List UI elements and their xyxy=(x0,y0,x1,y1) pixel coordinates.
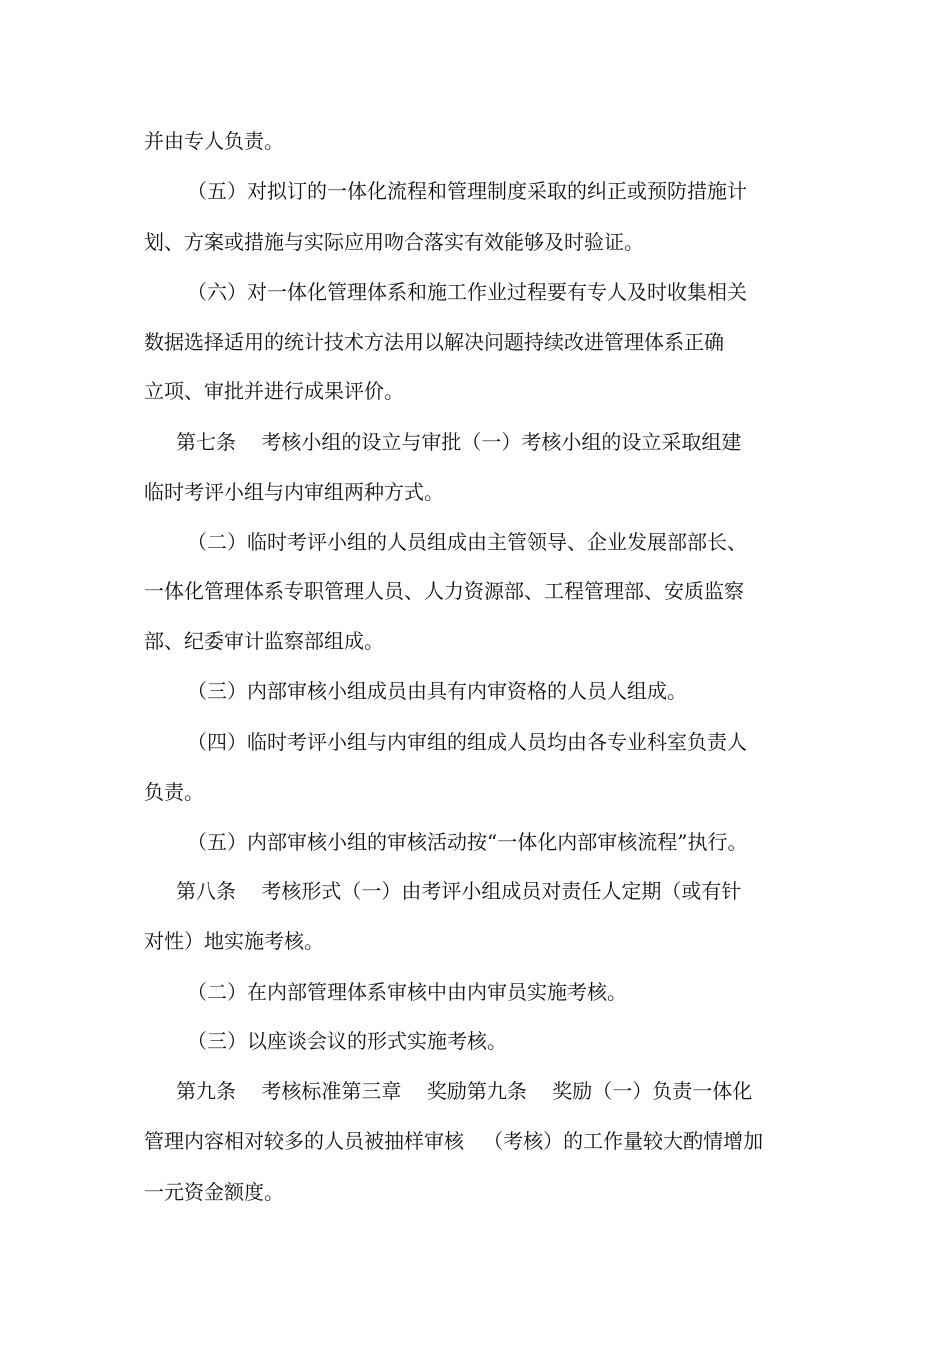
text-line: （三）内部审核小组成员由具有内审资格的人员人组成。 xyxy=(187,679,687,703)
text-line: 负责。 xyxy=(144,780,204,804)
text-line: 划、方案或措施与实际应用吻合落实有效能够及时验证。 xyxy=(144,230,644,254)
text-line: 一元资金额度。 xyxy=(144,1180,284,1204)
text-line: 并由专人负责。 xyxy=(144,129,284,153)
text-line: （三）以座谈会议的形式实施考核。 xyxy=(187,1029,507,1053)
text-line: （五）内部审核小组的审核活动按“一体化内部审核流程”执行。 xyxy=(187,830,748,854)
text-line: 部、纪委审计监察部组成。 xyxy=(144,629,384,653)
text-line: 对性）地实施考核。 xyxy=(144,929,324,953)
text-line: 临时考评小组与内审组两种方式。 xyxy=(144,480,444,504)
text-line: 管理内容相对较多的人员被抽样审核 （考核）的工作量较大酌情增加 xyxy=(144,1129,764,1153)
article-heading-line: 第九条 考核标准第三章 奖励第九条 奖励（一）负责一体化 xyxy=(176,1079,753,1103)
article-heading-line: 第八条 考核形式（一）由考评小组成员对责任人定期（或有针 xyxy=(176,879,742,903)
text-line: （六）对一体化管理体系和施工作业过程要有专人及时收集相关 xyxy=(187,280,747,304)
text-line: （二）在内部管理体系审核中由内审员实施考核。 xyxy=(187,980,627,1004)
text-line: 一体化管理体系专职管理人员、人力资源部、工程管理部、安质监察 xyxy=(144,579,744,603)
text-line: （二）临时考评小组的人员组成由主管领导、企业发展部部长、 xyxy=(187,530,747,554)
text-line: 数据选择适用的统计技术方法用以解决问题持续改进管理体系正确 xyxy=(144,330,724,354)
text-line: （五）对拟订的一体化流程和管理制度采取的纠正或预防措施计 xyxy=(187,179,747,203)
article-heading-line: 第七条 考核小组的设立与审批（一）考核小组的设立采取组建 xyxy=(176,430,742,454)
text-line: （四）临时考评小组与内审组的组成人员均由各专业科室负责人 xyxy=(187,730,747,754)
text-line: 立项、审批并进行成果评价。 xyxy=(144,379,404,403)
